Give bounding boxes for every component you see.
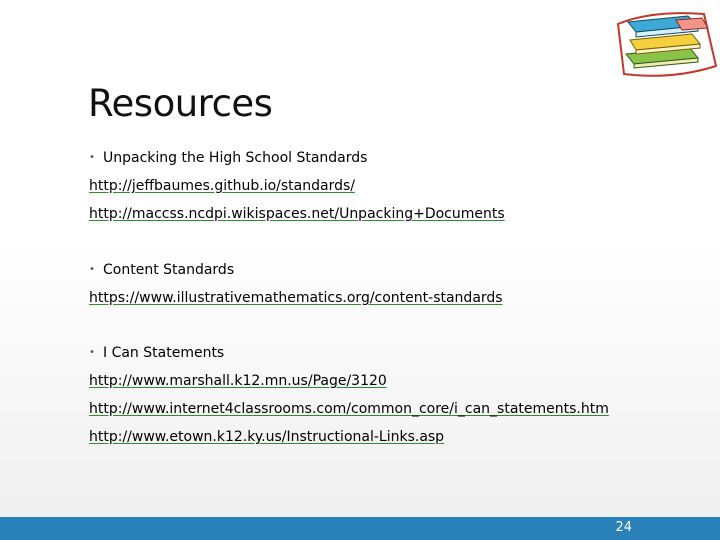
- resource-link[interactable]: [89, 371, 387, 391]
- resource-link[interactable]: [89, 204, 505, 224]
- link-text[interactable]: http://jeffbaumes.github.io/standards/: [89, 178, 355, 194]
- bullet-item: [89, 260, 234, 280]
- resource-link[interactable]: [89, 427, 444, 447]
- bullet-icon: •: [89, 264, 95, 275]
- link-text[interactable]: http://www.etown.k12.ky.us/Instructional-Links.asp: [89, 429, 445, 445]
- link-text[interactable]: http://maccss.ncdpi.wikispaces.net/Unpacking+Documents: [89, 206, 505, 222]
- link-text[interactable]: http://www.internet4classrooms.com/common_core/i_can_statements.htm: [89, 401, 609, 417]
- footer-bar: [0, 517, 720, 540]
- resource-link[interactable]: [89, 399, 609, 419]
- link-text[interactable]: http://www.marshall.k12.mn.us/Page/3120: [89, 373, 387, 389]
- page-title: Resources: [88, 82, 273, 125]
- bullet-label: Unpacking the High School Standards: [103, 150, 368, 166]
- bullet-icon: •: [89, 347, 95, 358]
- link-text[interactable]: https://www.illustrativemathematics.org/content-standards: [89, 290, 503, 306]
- bullet-item: [89, 148, 367, 168]
- resource-link[interactable]: [89, 176, 355, 196]
- resource-link[interactable]: [89, 288, 503, 308]
- books-stack-icon: [612, 4, 720, 84]
- page-number: 24: [615, 520, 632, 535]
- bullet-icon: •: [89, 152, 95, 163]
- bullet-label: Content Standards: [103, 262, 235, 278]
- bullet-label: I Can Statements: [103, 345, 225, 361]
- bullet-item: [89, 343, 224, 363]
